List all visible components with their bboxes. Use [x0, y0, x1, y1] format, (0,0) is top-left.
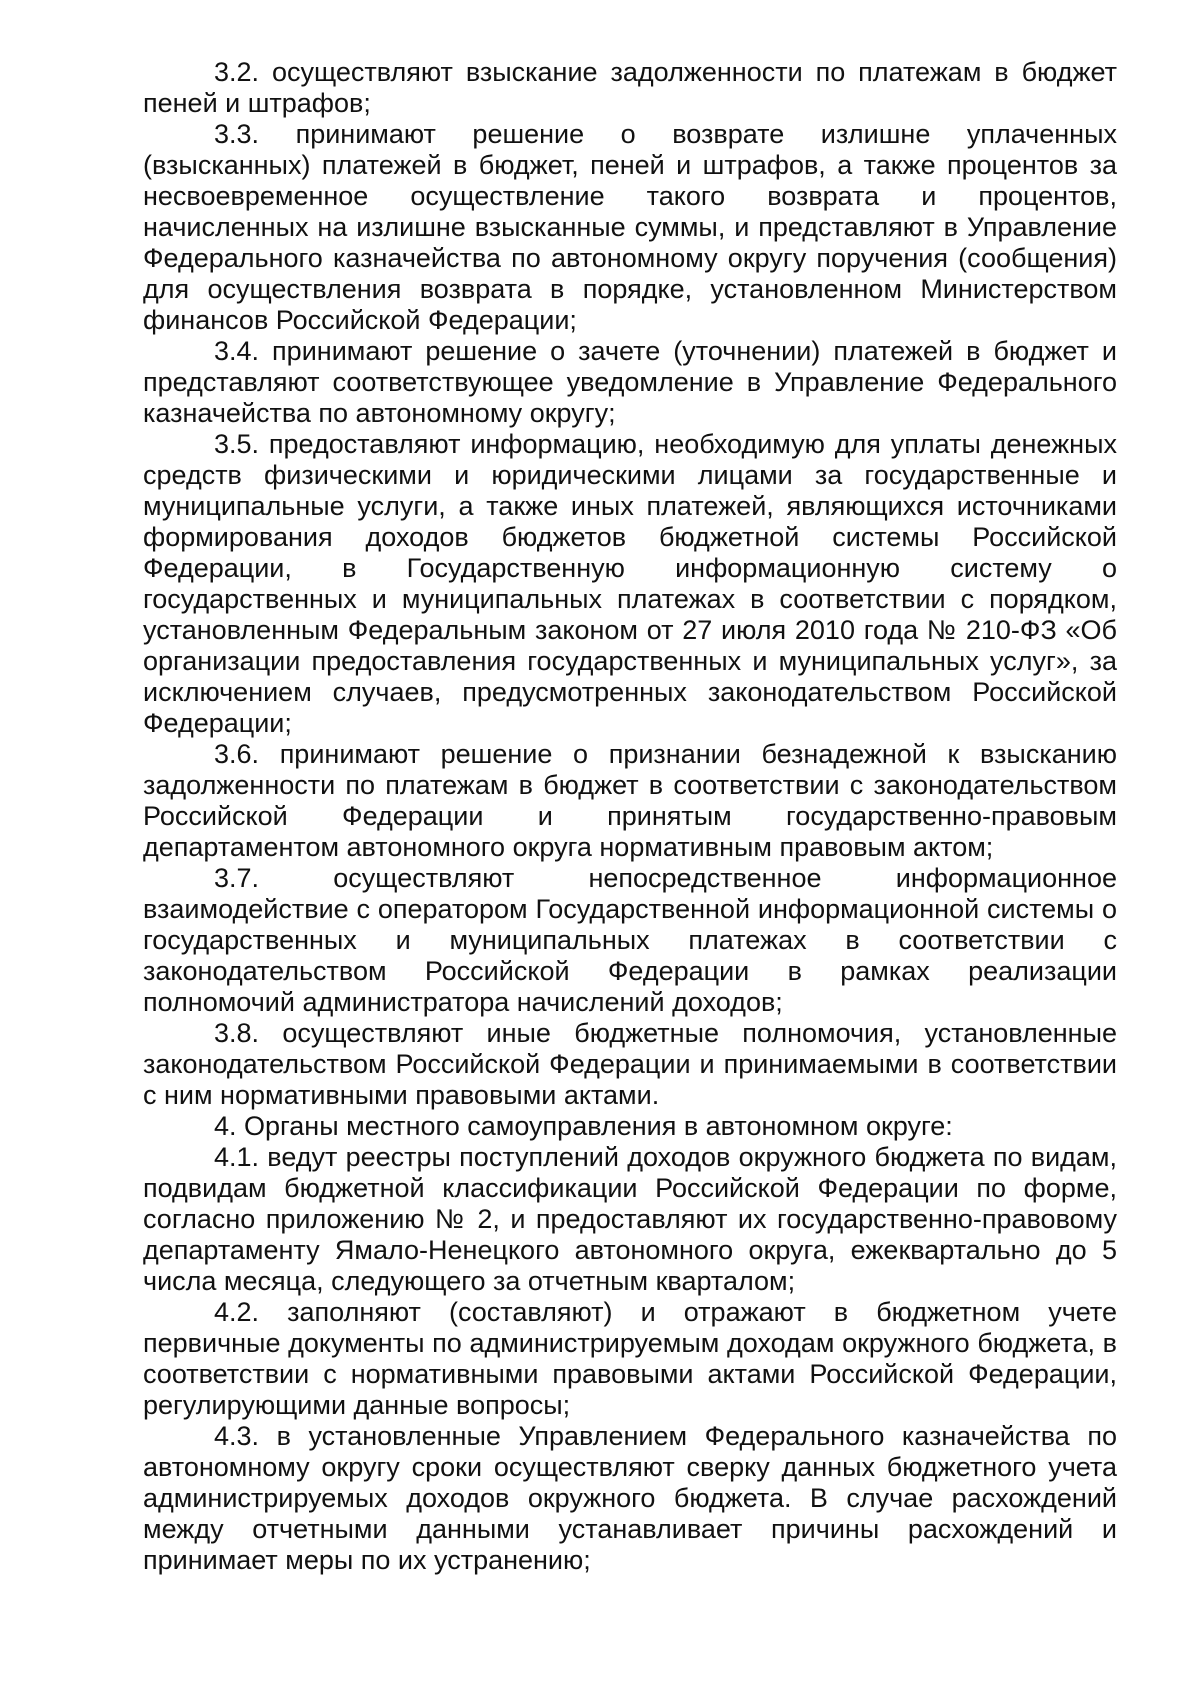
paragraph-3-5: 3.5. предоставляют информацию, необходимую для уплаты денежных средств физическими и юридическими лицами за государственные и муниципальные услуги, а также иных платежей, являющихся источниками формирования доходов бюджетов бюджетной системы Российской Федерации, в Государственную информационную систему о государственных и муниципальных платежах в соответствии с порядком, установленным Федеральным законом от 27 июля 2010 года № 210-ФЗ «Об организации предоставления государственных и муниципальных услуг», за исключением случаев, предусмотренных законодательством Российской Федерации;	[143, 429, 1117, 738]
paragraph-3-7: 3.7. осуществляют непосредственное информационное взаимодействие с оператором Государственной информационной системы о государственных и муниципальных платежах в соответствии с законодательством Российской Федерации в рамках реализации полномочий администратора начислений доходов;	[143, 863, 1117, 1017]
document-page	[143, 57, 1117, 1576]
paragraph-3-8: 3.8. осуществляют иные бюджетные полномочия, установленные законодательством Российской Федерации и принимаемыми в соответствии с ним нормативными правовыми актами.	[143, 1018, 1117, 1110]
paragraph-3-3: 3.3. принимают решение о возврате излишне уплаченных (взысканных) платежей в бюджет, пеней и штрафов, а также процентов за несвоевременное осуществление такого возврата и процентов, начисленных на излишне взысканные суммы, и представляют в Управление Федерального казначейства по автономному округу поручения (сообщения) для осуществления возврата в порядке, установленном Министерством финансов Российской Федерации;	[143, 119, 1117, 335]
paragraph-3-2: 3.2. осуществляют взыскание задолженности по платежам в бюджет пеней и штрафов;	[143, 57, 1117, 118]
paragraph-4-2: 4.2. заполняют (составляют) и отражают в бюджетном учете первичные документы по администрируемым доходам окружного бюджета, в соответствии с нормативными правовыми актами Российской Федерации, регулирующими данные вопросы;	[143, 1297, 1117, 1420]
paragraph-4-3: 4.3. в установленные Управлением Федерального казначейства по автономному округу сроки осуществляют сверку данных бюджетного учета администрируемых доходов окружного бюджета. В случае расхождений между отчетными данными устанавливает причины расхождений и принимает меры по их устранению;	[143, 1421, 1117, 1575]
paragraph-4: 4. Органы местного самоуправления в автономном округе:	[214, 1111, 953, 1141]
paragraph-3-4: 3.4. принимают решение о зачете (уточнении) платежей в бюджет и представляют соответствующее уведомление в Управление Федерального казначейства по автономному округу;	[143, 336, 1117, 428]
paragraph-4-1: 4.1. ведут реестры поступлений доходов окружного бюджета по видам, подвидам бюджетной классификации Российской Федерации по форме, согласно приложению № 2, и предоставляют их государственно-правовому департаменту Ямало-Ненецкого автономного округа, ежеквартально до 5 числа месяца, следующего за отчетным кварталом;	[143, 1142, 1117, 1296]
paragraph-3-6: 3.6. принимают решение о признании безнадежной к взысканию задолженности по платежам в бюджет в соответствии с законодательством Российской Федерации и принятым государственно-правовым департаментом автономного округа нормативным правовым актом;	[143, 739, 1117, 862]
